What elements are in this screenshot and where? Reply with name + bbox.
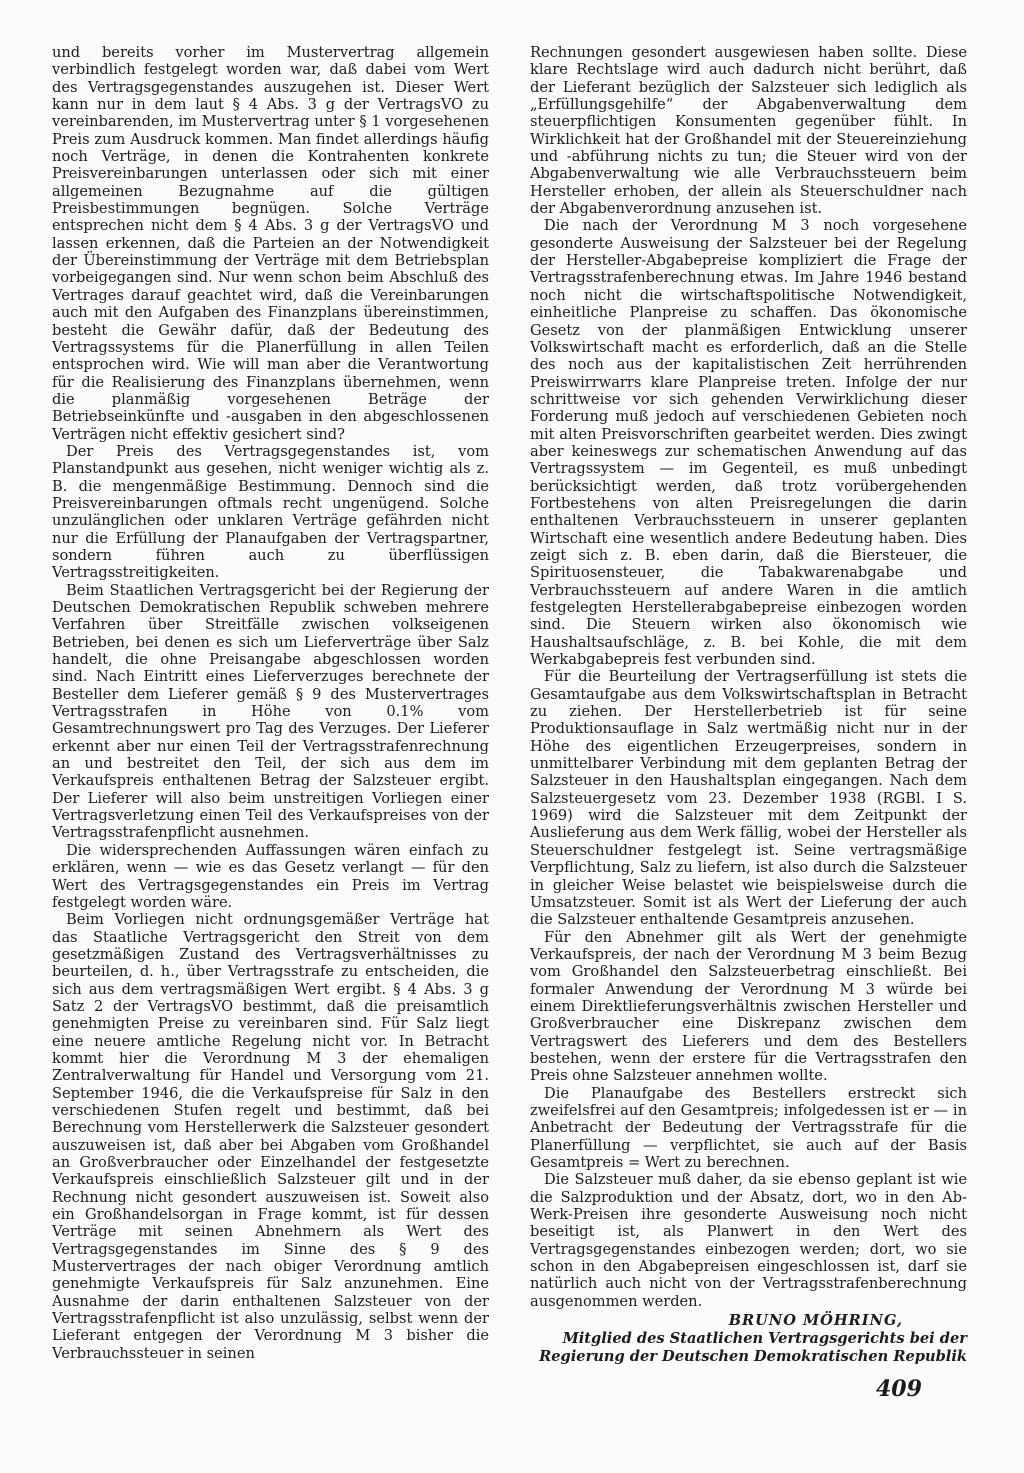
author-signature [530, 1312, 967, 1366]
right-paragraph-2: Die nach der Verordnung M 3 noch vorgesehene gesonderte Ausweisung der Salzsteuer bei der Regelung der Hersteller-Abgabepreise kompliziert die Frage der Vertragsstrafenberechnung etwas. Im Jahre 1946 bestand noch nicht die wirtschaftspolitische Notwendigkeit, einheitliche Planpreise zu schaffen. Das ökonomische Gesetz von der planmäßigen Entwicklung unserer Volkswirtschaft macht es erforderlich, daß an die Stelle des noch aus der kapitalistischen Zeit herrührenden Preiswirrwarrs klare Planpreise treten. Infolge der nur schrittweise vor sich gehenden Verwirklichung dieser Forderung muß jedoch auf verschiedenen Gebieten noch mit alten Preisvorschriften gearbeitet werden. Dies zwingt aber keineswegs zur schematischen Anwendung auf das Vertragssystem — im Gegenteil, es muß unbedingt berücksichtigt werden, daß trotz vorübergehenden Fortbestehens von alten Preisregelungen die darin enthaltenen Verbrauchssteuern in unserer geplanten Wirtschaft eine wesentlich andere Bedeutung haben. Dies zeigt sich z. B. eben darin, daß die Biersteuer, die Spirituosensteuer, die Tabakwarenabgabe und Verbrauchssteuern auf andere Waren in die amtlich festgelegten Herstellerabgabepreise einbezogen worden sind. Die Steuern wirken also ökonomisch wie Haushaltsaufschläge, z. B. bei Kohle, die mit dem Werkabgabepreis fest verbunden sind. [530, 217, 967, 669]
right-paragraph-5: Die Planaufgabe des Bestellers erstreckt sich zweifelsfrei auf den Gesamtpreis; infolgedessen ist er — in Anbetracht der Bedeutung der Vertragsstrafe für die Planerfüllung — verpflichtet, sie auch auf der Basis Gesamtpreis = Wert zu berechnen. [530, 1084, 967, 1171]
page-number: 409 [876, 1376, 922, 1402]
left-paragraph-1: und bereits vorher im Mustervertrag allgemein verbindlich festgelegt worden war, daß dabei vom Wert des Vertragsgegenstandes auszugehen ist. Dieser Wert kann nur in dem laut § 4 Abs. 3 g der VertragsVO zu vereinbarenden, im Mustervertrag unter § 1 vorgesehenen Preis zum Ausdruck kommen. Man findet allerdings häufig noch Verträge, in denen die Kontrahenten konkrete Preisvereinbarungen unterlassen oder sich mit einer allgemeinen Bezugnahme auf die gültigen Preisbestimmungen begnügen. Solche Verträge entsprechen nicht dem § 4 Abs. 3 g der VertragsVO und lassen erkennen, daß die Parteien an der Notwendigkeit der Übereinstimmung der Verträge mit dem Betriebsplan vorbeigegangen sind. Nur wenn schon beim Abschluß des Vertrages darauf geachtet wird, daß die Vereinbarungen auch mit den Aufgaben des Finanzplans übereinstimmen, besteht die Gewähr dafür, daß der Bedeutung des Vertragssystems für die Planerfüllung in allen Teilen entsprochen wird. Wie will man aber die Verantwortung für die Realisierung des Finanzplans übernehmen, wenn die planmäßig vorgesehenen Beträge der Betriebseinkünfte und -ausgaben in den abgeschlossenen Verträgen nicht effektiv gesichert sind? [52, 44, 489, 443]
author-name: BRUNO MÖHRING, [728, 1312, 903, 1330]
left-paragraph-3: Beim Staatlichen Vertragsgericht bei der Regierung der Deutschen Demokratischen Republik schweben mehrere Verfahren über Streitfälle zwischen volkseigenen Betrieben, bei denen es sich um Lieferverträge über Salz handelt, die ohne Preisangabe abgeschlossen worden sind. Nach Eintritt eines Lieferverzuges berechnete der Besteller dem Lieferer gemäß § 9 des Mustervertrages Vertragsstrafen in Höhe von 0.1% vom Gesamtrechnungswert pro Tag des Verzuges. Der Lieferer erkennt aber nur einen Teil der Vertragsstrafenrechnung an und bestreitet den Teil, der sich aus dem im Verkaufspreis enthaltenen Betrag der Salzsteuer ergibt. Der Lieferer will also beim unstreitigen Vorliegen einer Vertragsverletzung einen Teil des Verkaufspreises von der Vertragsstrafenpflicht ausnehmen. [52, 581, 489, 842]
right-paragraph-3: Für die Beurteilung der Vertragserfüllung ist stets die Gesamtaufgabe aus dem Volkswirtschaftsplan in Betracht zu ziehen. Der Herstellerbetrieb ist für seine Produktionsauflage in Salz wertmäßig nicht nur in der Höhe des eigentlichen Erzeugerpreises, sondern in unmittelbarer Verbindung mit dem geplanten Betrag der Salzsteuer in den Haushaltsplan eingegangen. Nach dem Salzsteuergesetz vom 23. Dezember 1938 (RGBl. I S. 1969) wird die Salzsteuer mit dem Zeitpunkt der Auslieferung aus dem Werk fällig, wobei der Hersteller als Steuerschuldner festgelegt ist. Seine vertragsmäßige Verpflichtung, Salz zu liefern, ist also durch die Salzsteuer in gleicher Weise belastet wie beispielsweise durch die Umsatzsteuer. Somit ist als Wert der Lieferung der auch die Salzsteuer enthaltende Gesamtpreis anzusehen. [530, 668, 967, 929]
left-paragraph-5: Beim Vorliegen nicht ordnungsgemäßer Verträge hat das Staatliche Vertragsgericht den Streit von dem gesetzmäßigen Zustand des Vertragsverhältnisses zu beurteilen, d. h., über Vertragsstrafe zu entscheiden, die sich aus dem vertragsmäßigen Wert ergibt. § 4 Abs. 3 g Satz 2 der VertragsVO bestimmt, daß die preisamtlich genehmigten Preise zu vereinbaren sind. Für Salz liegt eine neuere amtliche Regelung nicht vor. In Betracht kommt hier die Verordnung M 3 der ehemaligen Zentralverwaltung für Handel und Versorgung vom 21. September 1946, die die Verkaufspreise für Salz in den verschiedenen Stufen regelt und bestimmt, daß bei Berechnung vom Herstellerwerk die Salzsteuer gesondert auszuweisen ist, daß aber bei Abgaben vom Großhandel an Großverbraucher oder Einzelhandel der festgesetzte Verkaufspreis einschließlich Salzsteuer gilt und in der Rechnung nicht gesondert auszuweisen ist. Soweit also ein Großhandelsorgan in Frage kommt, ist für dessen Verträge mit seinen Abnehmern als Wert des Vertragsgegenstandes im Sinne des § 9 des Mustervertrages der nach obiger Verordnung amtlich genehmigte Verkaufspreis für Salz anzunehmen. Eine Ausnahme der darin enthaltenen Salzsteuer von der Vertragsstrafenpflicht ist also unzulässig, selbst wenn der Lieferant entgegen der Verordnung M 3 bisher die Verbrauchssteuer in seinen [52, 911, 489, 1362]
page [52, 44, 967, 1444]
right-paragraph-4: Für den Abnehmer gilt als Wert der genehmigte Verkaufspreis, der nach der Verordnung M 3 beim Bezug vom Großhandel den Salzsteuerbetrag einschließt. Bei formaler Anwendung der Verordnung M 3 würde bei einem Direktlieferungsverhältnis zwischen Hersteller und Großverbraucher eine Diskrepanz zwischen dem Vertragswert des Lieferers und dem des Bestellers bestehen, wenn der erstere für die Vertragsstrafen den Preis ohne Salzsteuer annehmen wollte. [530, 928, 967, 1085]
author-role: Mitglied des Staatlichen Vertragsgerichts bei der Regierung der Deutschen Demokratischen Republik [539, 1330, 967, 1366]
right-paragraph-1: Rechnungen gesondert ausgewiesen haben sollte. Diese klare Rechtslage wird auch dadurch nicht berührt, daß der Lieferant bezüglich der Salzsteuer sich lediglich als „Erfüllungsgehilfe“ der Abgabenverwaltung dem steuerpflichtigen Konsumenten gegenüber fühlt. In Wirklichkeit hat der Großhandel mit der Steuereinziehung und -abführung nichts zu tun; die Steuer wird von der Abgabenverwaltung wie alle Verbrauchssteuern beim Hersteller erhoben, der allein als Steuerschuldner nach der Abgabenverordnung anzusehen ist. [530, 44, 967, 218]
left-paragraph-4: Die widersprechenden Auffassungen wären einfach zu erklären, wenn — wie es das Gesetz verlangt — für den Wert des Vertragsgegenstandes ein Preis im Vertrag festgelegt worden wäre. [52, 841, 489, 911]
left-paragraph-2: Der Preis des Vertragsgegenstandes ist, vom Planstandpunkt aus gesehen, nicht weniger wichtig als z. B. die mengenmäßige Bestimmung. Dennoch sind die Preisvereinbarungen oftmals recht ungenügend. Solche unzulänglichen oder unklaren Verträge gefährden nicht nur die Erfüllung der Planaufgaben der Vertragspartner, sondern führen auch zu überflüssigen Vertragsstreitigkeiten. [52, 442, 489, 582]
right-paragraph-6: Die Salzsteuer muß daher, da sie ebenso geplant ist wie die Salzproduktion und der Absatz, dort, wo in den Ab-Werk-Preisen ihre gesonderte Ausweisung noch nicht beseitigt ist, als Planwert in den Wert des Vertragsgegenstandes einbezogen werden; dort, wo sie schon in den Abgabepreisen eingeschlossen ist, darf sie natürlich auch nicht von der Vertragsstrafenberechnung ausgenommen werden. [530, 1171, 967, 1310]
right-column [530, 44, 967, 1366]
left-column [52, 44, 489, 1362]
